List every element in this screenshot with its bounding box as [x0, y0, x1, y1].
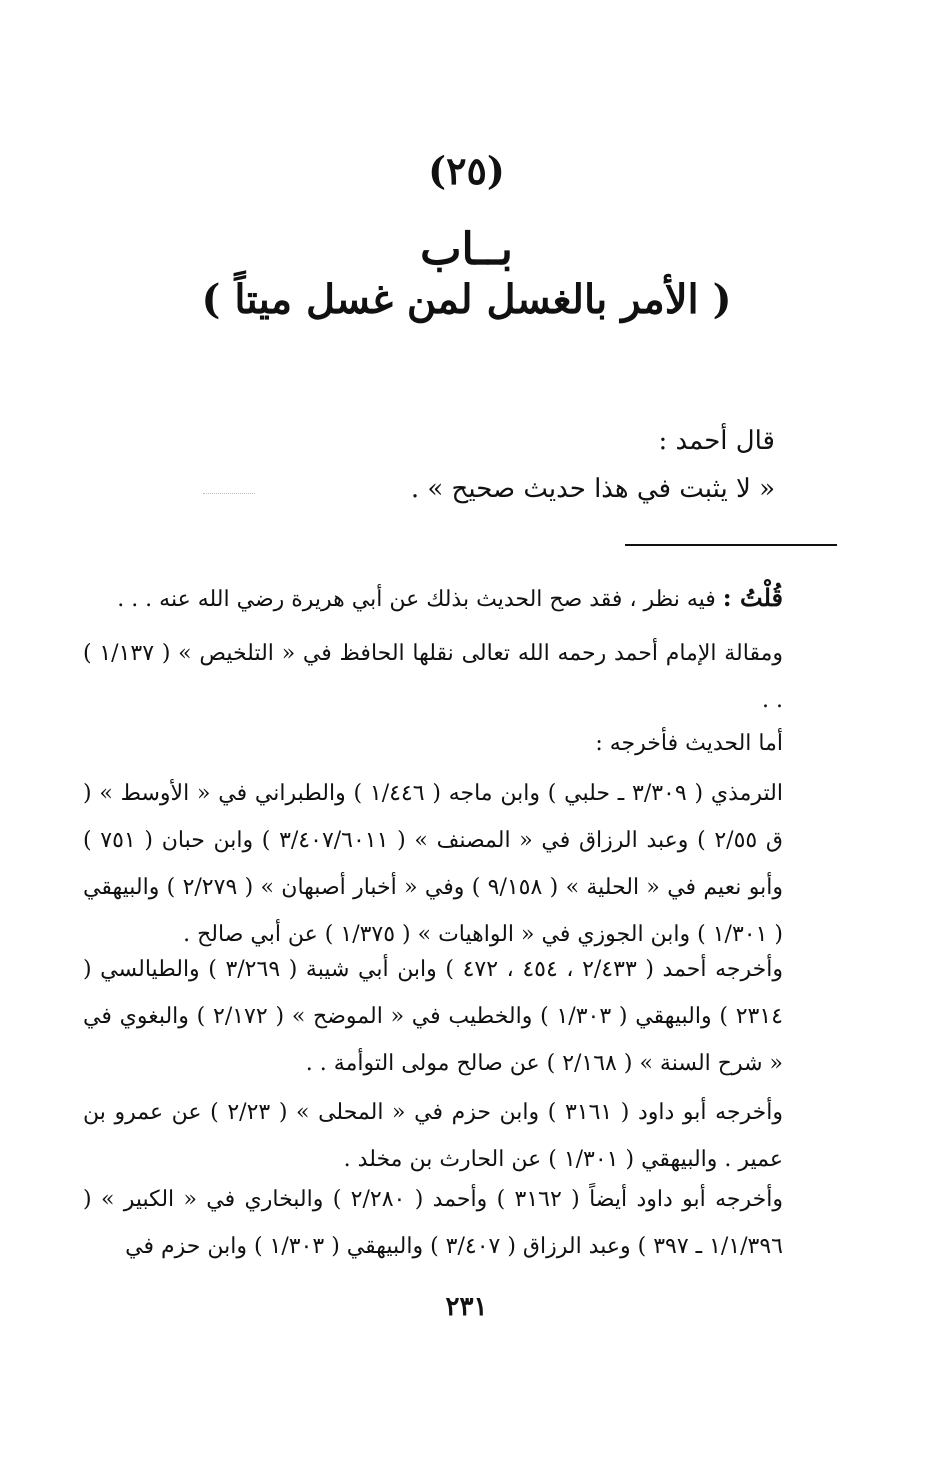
bab-heading: بــاب: [420, 224, 513, 275]
takhrij-paragraph-4: وأخرجه أبو داود أيضاً ( ٣١٦٢ ) وأحمد ( ٢/٢٨٠ ) والبخاري في « الكبير » ( ١/١/٣٩٦ ـ ٣٩٧ ) وعبد الرزاق ( ٣/٤٠٧ ) والبيهقي ( ١/٣٠٣ ) وابن حزم في: [83, 1187, 783, 1259]
page-number: ٢٣١: [445, 1292, 488, 1322]
takhrij-paragraph-2: وأخرجه أحمد ( ٢/٤٣٣ ، ٤٥٤ ، ٤٧٢ ) وابن أبي شيبة ( ٣/٢٦٩ ) والطيالسي ( ٢٣١٤ ) والبيهقي ( ١/٣٠٣ ) والخطيب في « الموضح » ( ٢/١٧٢ ) والبغوي في « شرح السنة » ( ٢/١٦٨ ) عن صالح مولى التوأمة . .: [83, 957, 783, 1076]
takhrij-paragraph-1: الترمذي ( ٣/٣٠٩ ـ حلبي ) وابن ماجه ( ١/٤٤٦ ) والطبراني في « الأوسط » ( ق ٢/٥٥ ) وعبد الرزاق في « المصنف » ( ٣/٤٠٧/٦٠١١ ) وابن حبان ( ٧٥١ ) وأبو نعيم في « الحلية » ( ٩/١٥٨ ) وفي « أخبار أصبهان » ( ٢/٢٧٩ ) والبيهقي ( ١/٣٠١ ) وابن الجوزي في « الواهيات » ( ١/٣٧٥ ) عن أبي صالح .: [83, 781, 783, 947]
scan-speck: [203, 493, 255, 495]
qult-text: فيه نظر ، فقد صح الحديث بذلك عن أبي هريرة رضي الله عنه . . .: [117, 587, 723, 612]
talkhis-paragraph: ومقالة الإمام أحمد رحمه الله تعالى نقلها الحافظ في « التلخيص » ( ١/١٣٧ ) . .: [83, 641, 784, 713]
footnote-divider: [625, 544, 837, 546]
takhrij-paragraph-3: وأخرجه أبو داود ( ٣١٦١ ) وابن حزم في « المحلى » ( ٢/٢٣ ) عن عمرو بن عمير . والبيهقي ( ١/٣٠١ ) عن الحارث بن مخلد .: [83, 1100, 783, 1172]
quote-label: قال أحمد :: [658, 426, 775, 456]
takhrij-intro: أما الحديث فأخرجه :: [595, 731, 783, 756]
qult-word: قُلْتُ :: [722, 583, 783, 612]
chapter-title: ( الأمر بالغسل لمن غسل ميتاً ): [201, 276, 732, 323]
qult-paragraph: [83, 574, 783, 623]
chapter-number: (٢٥): [428, 148, 505, 193]
quote-text: « لا يثبت في هذا حديث صحيح » .: [410, 474, 775, 504]
